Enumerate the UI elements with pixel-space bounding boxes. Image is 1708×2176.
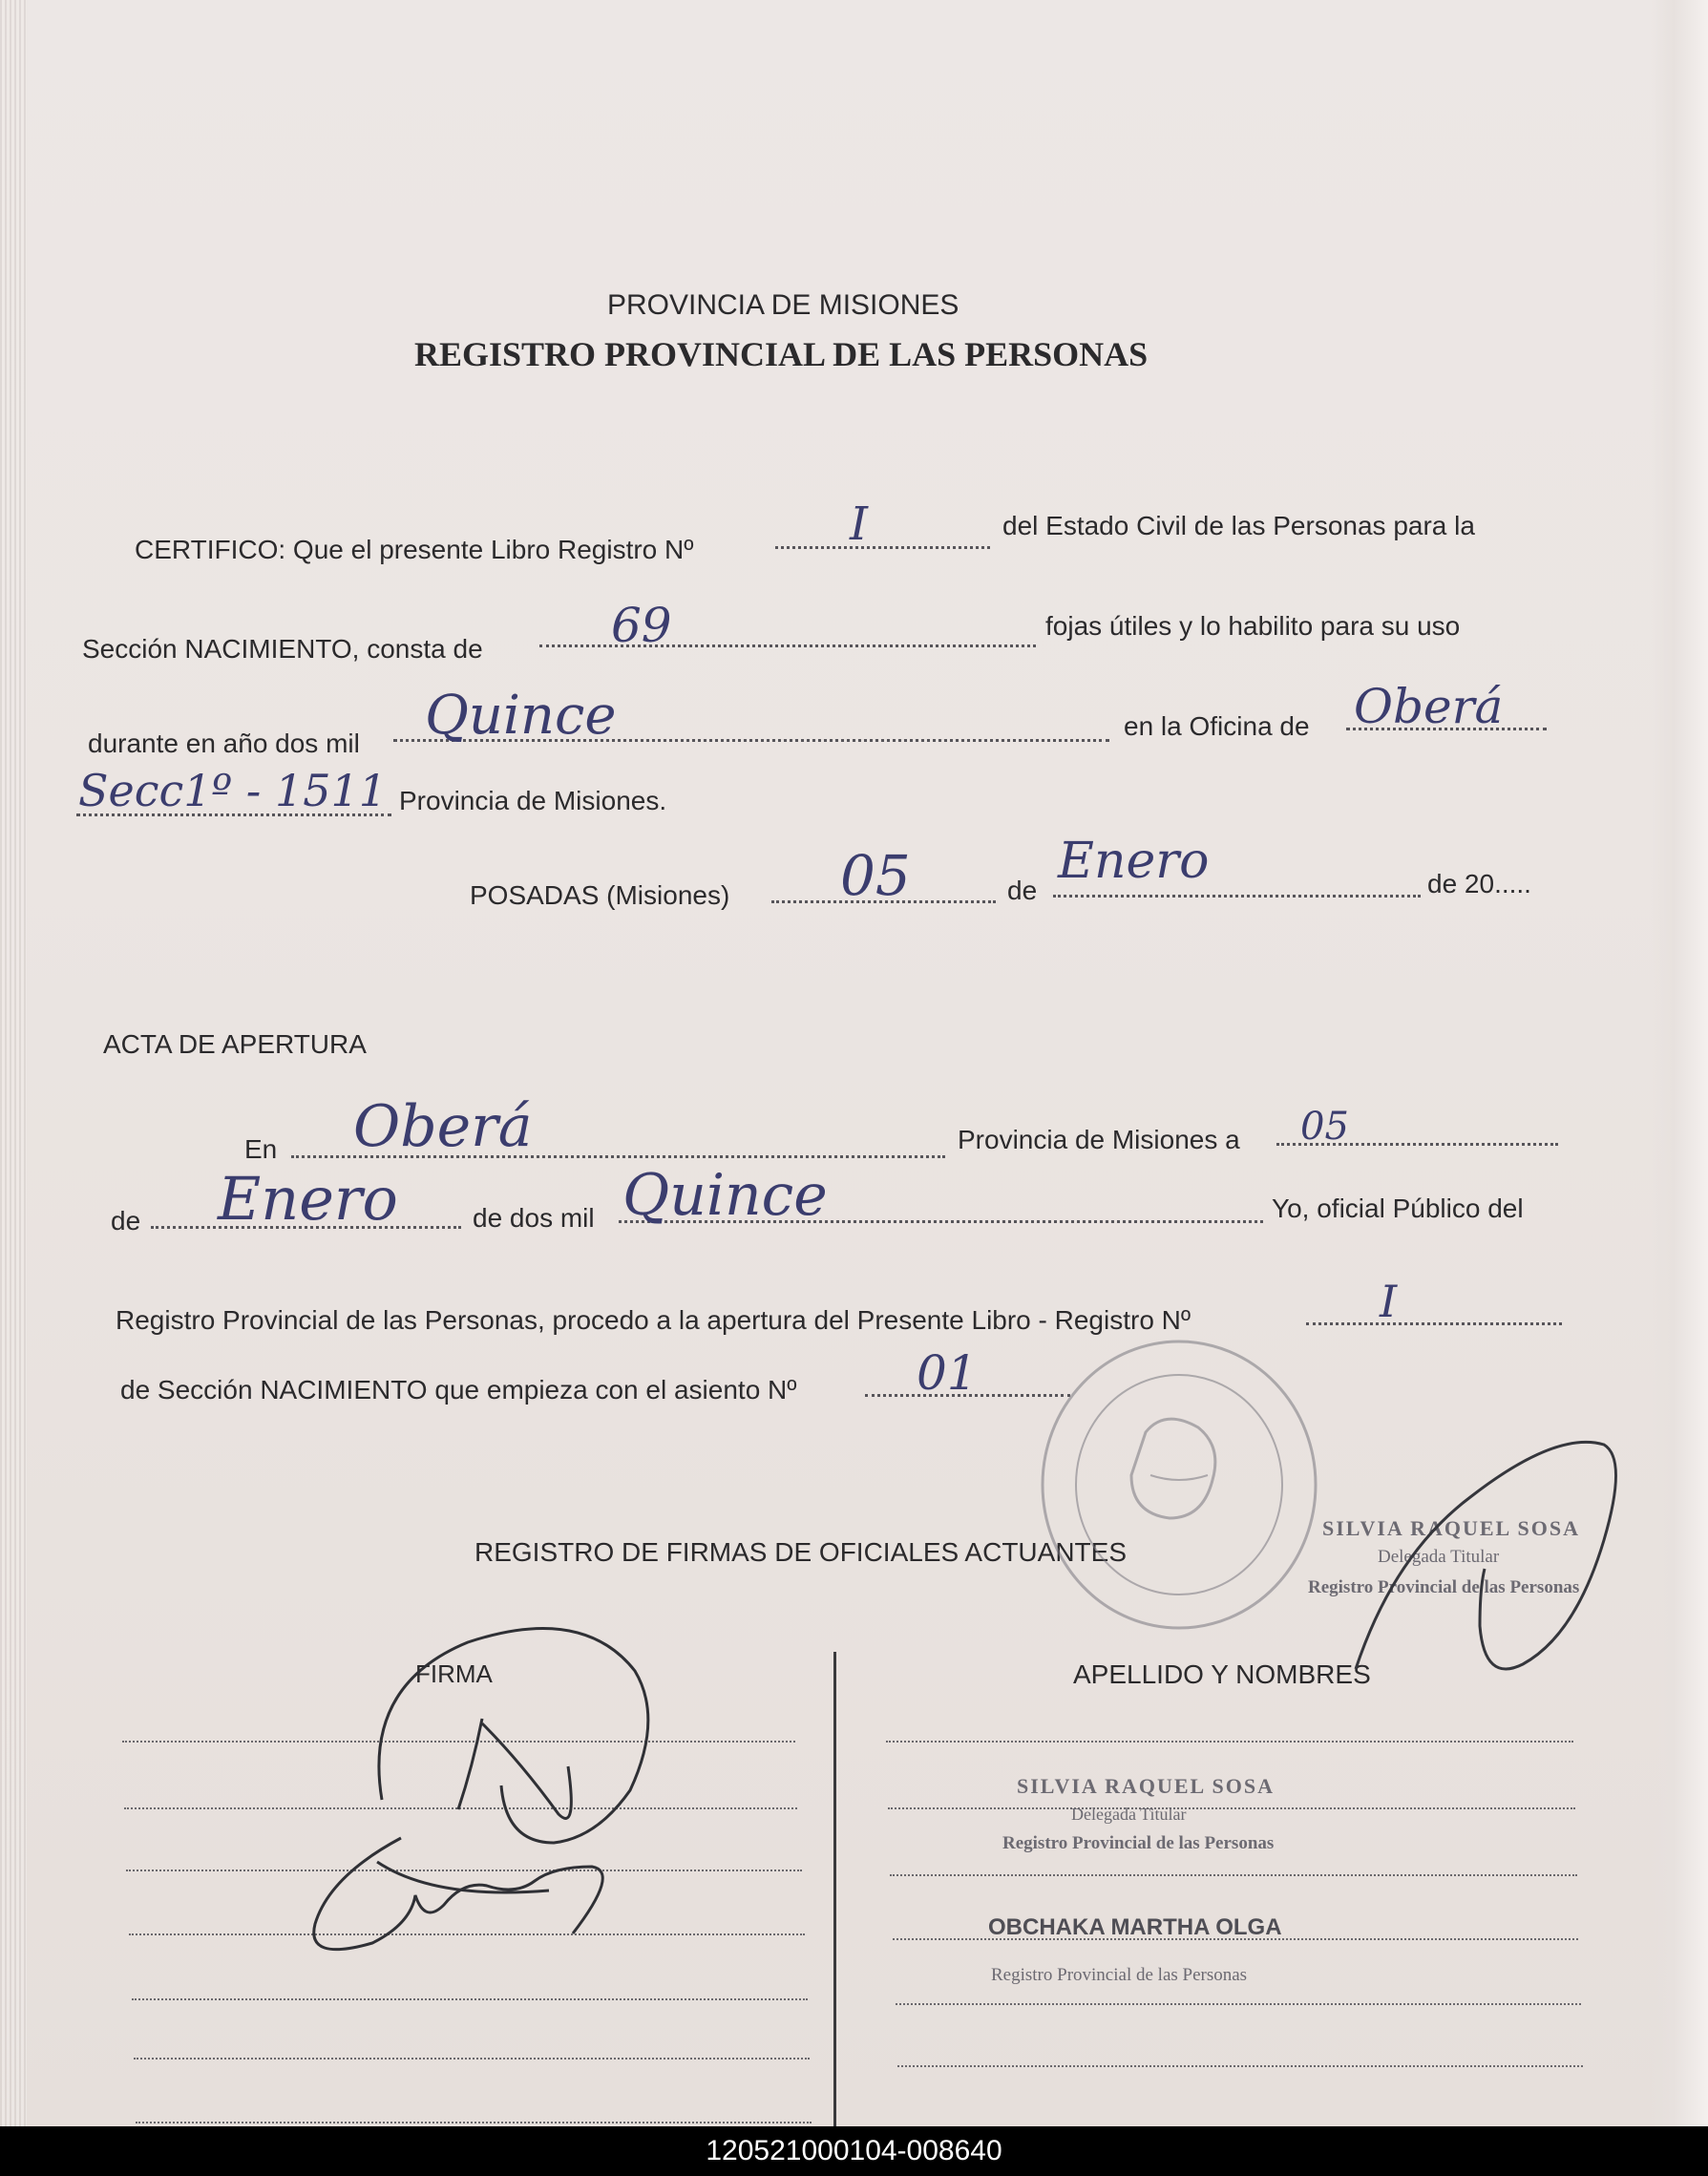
office-value: Oberá bbox=[1354, 679, 1504, 734]
acta-book-value: I bbox=[1380, 1276, 1398, 1327]
firma-column-header: FIRMA bbox=[415, 1659, 493, 1688]
month-value: Enero bbox=[1058, 833, 1210, 890]
cert-line1-label: CERTIFICO: Que el presente Libro Registro Nº bbox=[135, 535, 694, 564]
acta-line4: de Sección NACIMIENTO que empieza con el asiento Nº bbox=[120, 1375, 797, 1405]
book-number-value: I bbox=[850, 497, 868, 551]
stamp2-org: Registro Provincial de las Personas bbox=[1002, 1833, 1275, 1853]
day-value: 05 bbox=[840, 843, 911, 908]
signature-stroke bbox=[314, 1838, 603, 1950]
signature-stroke bbox=[458, 1719, 571, 1818]
nombres-column-header: APELLIDO Y NOMBRES bbox=[1073, 1659, 1371, 1689]
acta-de-label: de bbox=[111, 1206, 141, 1236]
acta-yo-label: Yo, oficial Público del bbox=[1272, 1194, 1524, 1223]
cert-line4-tail: Provincia de Misiones. bbox=[399, 786, 667, 815]
cert-line3-office-label: en la Oficina de bbox=[1124, 711, 1310, 741]
acta-day-value: 05 bbox=[1300, 1105, 1349, 1149]
acta-title: ACTA DE APERTURA bbox=[103, 1029, 367, 1059]
year-suffix-label: de 20..... bbox=[1427, 869, 1531, 898]
signature-stroke bbox=[1356, 1442, 1616, 1669]
province-heading: PROVINCIA DE MISIONES bbox=[607, 289, 959, 321]
cert-line1-tail: del Estado Civil de las Personas para la bbox=[1002, 511, 1475, 540]
signatures-title: REGISTRO DE FIRMAS DE OFICIALES ACTUANTES bbox=[474, 1537, 1127, 1567]
acta-entry-value: 01 bbox=[917, 1345, 978, 1401]
round-seal bbox=[1043, 1342, 1316, 1628]
acta-en-label: En bbox=[244, 1134, 278, 1164]
acta-month-value: Enero bbox=[218, 1164, 398, 1234]
date-city-label: POSADAS (Misiones) bbox=[470, 880, 730, 910]
acta-dos-mil-label: de dos mil bbox=[473, 1203, 595, 1233]
document-id-footer: 120521000104-008640 bbox=[0, 2126, 1708, 2176]
registry-heading: REGISTRO PROVINCIAL DE LAS PERSONAS bbox=[414, 335, 1149, 373]
stamp1-org: Registro Provincial de las Personas bbox=[1308, 1577, 1580, 1597]
signature-stroke bbox=[379, 1628, 648, 1843]
stamp3-name: OBCHAKA MARTHA OLGA bbox=[988, 1914, 1282, 1940]
cert-line2-tail: fojas útiles y lo habilito para su uso bbox=[1045, 611, 1461, 641]
cert-line2-label: Sección NACIMIENTO, consta de bbox=[82, 634, 483, 664]
stamp1-name: SILVIA RAQUEL SOSA bbox=[1322, 1516, 1580, 1540]
acta-line3: Registro Provincial de las Personas, procedo a la apertura del Presente Libro - Registro Nº bbox=[116, 1305, 1191, 1335]
year-words-value: Quince bbox=[425, 685, 617, 747]
stamp2-role: Delegada Titular bbox=[1071, 1805, 1187, 1824]
cert-line3-label: durante en año dos mil bbox=[88, 729, 360, 758]
section-code-value: Secc1º - 1511 bbox=[78, 765, 388, 816]
acta-year-value: Quince bbox=[622, 1162, 828, 1229]
acta-place-value: Oberá bbox=[353, 1093, 533, 1160]
date-de-label: de bbox=[1007, 876, 1038, 905]
acta-province-label: Provincia de Misiones a bbox=[958, 1125, 1240, 1154]
stamp2-name: SILVIA RAQUEL SOSA bbox=[1017, 1774, 1275, 1798]
stamp1-role: Delegada Titular bbox=[1378, 1547, 1500, 1567]
stamp3-org: Registro Provincial de las Personas bbox=[991, 1965, 1248, 1985]
pages-count-value: 69 bbox=[611, 598, 672, 653]
